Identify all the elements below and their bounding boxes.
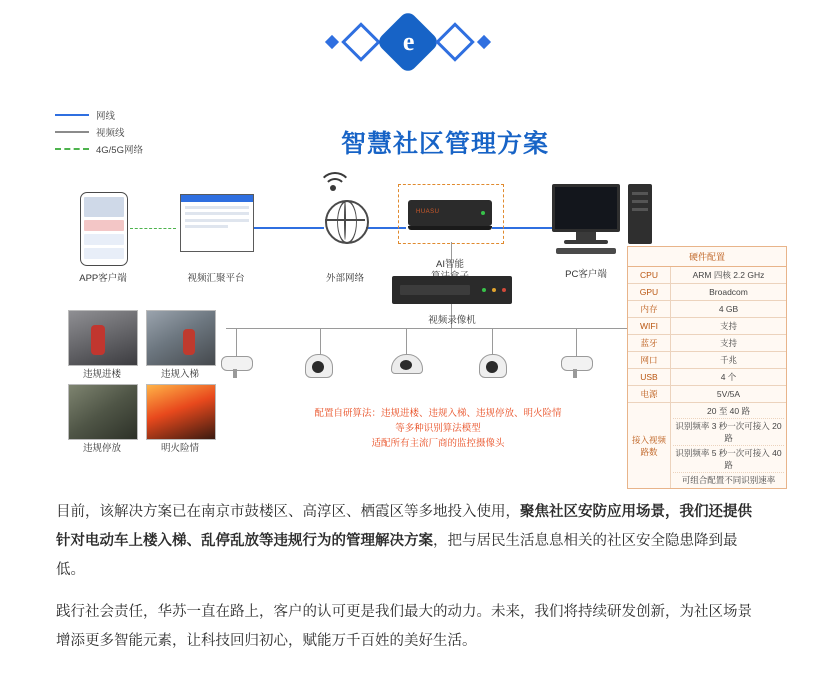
hw-value-channels-mixed: 可组合配置不同识别速率 (673, 472, 784, 486)
diagram-legend (55, 106, 143, 157)
logo-badge (375, 9, 440, 74)
legend-line-green-dashed-icon (55, 148, 89, 150)
decor-diamond-small-left (324, 35, 338, 49)
tower-slot-1 (632, 192, 648, 195)
legend-item-network-cable (55, 106, 143, 123)
legend-line-gray-icon (55, 131, 89, 133)
caption-fire-hazard: 明火险情 (160, 443, 199, 454)
photo-fire-hazard (146, 384, 216, 440)
paragraph-1-part-a: 目前，该解决方案已在南京市鼓楼区、高淳区、栖霞区等多地投入使用， (56, 504, 520, 520)
nvr-led-amber-icon (492, 288, 496, 292)
logo-letter: e (402, 26, 413, 56)
dome-lens-icon (400, 360, 412, 370)
ptz-lens-icon (312, 361, 324, 373)
table-row (628, 352, 786, 369)
algorithm-note (312, 406, 564, 451)
paragraph-1-part-c: ，把与居民生活息息相关的社区安全隐患降到最低。 (56, 533, 738, 578)
decor-diamond-outline-right (435, 22, 475, 62)
hw-key-wifi: WIFI (628, 318, 671, 334)
tower-slot-3 (632, 208, 648, 211)
table-row (628, 284, 786, 301)
photo-illegal-parking (68, 384, 138, 440)
hw-key-video-channels: 接入视频路数 (628, 403, 671, 488)
label-app-client: APP客户端 (79, 273, 127, 284)
bullet-camera-icon-2 (561, 356, 593, 371)
nvr-device (392, 276, 512, 304)
hw-value-power: 5V/5A (716, 389, 741, 399)
camera-dome-3 (391, 354, 423, 374)
caption-illegal-elevator: 违规入梯 (160, 369, 199, 380)
photo-illegal-entry (68, 310, 138, 366)
legend-item-video-cable (55, 123, 143, 140)
platform-header-bar (181, 195, 253, 202)
app-client-phone (80, 192, 128, 266)
platform-row-4 (185, 225, 228, 228)
label-pc-client: PC客户端 (565, 269, 607, 280)
ai-box-power-led-icon (481, 211, 485, 215)
table-row (628, 386, 786, 403)
nvr-led-green-icon (482, 288, 486, 292)
label-ai-box-line1: AI智能 (436, 259, 464, 270)
paragraph-2: 践行社会责任，华苏一直在路上，客户的认可更是我们最大的动力。未来，我们将持续研发创新，为社区场景增添更多智能元素，让科技回归初心，赋能万千百姓的美好生活。 (56, 604, 752, 649)
monitor-screen (555, 187, 617, 229)
hw-value-usb: 4 个 (720, 372, 737, 382)
camera-bullet-1 (221, 356, 253, 371)
legend-label-video-cable: 视频线 (96, 127, 125, 139)
hw-value-wifi: 支持 (719, 321, 737, 331)
camera-ptz-4 (479, 354, 507, 378)
photo-figure-icon-1 (91, 325, 105, 355)
hw-value-channels-rate-5s: 识别频率 5 秒一次可接入 40 路 (673, 445, 784, 471)
dome-camera-icon (391, 354, 423, 374)
ptz-lens-icon-2 (486, 361, 498, 373)
legend-line-blue-icon (55, 114, 89, 116)
table-row (628, 403, 786, 488)
connector-platform-to-network (254, 227, 324, 229)
ptz-camera-icon (305, 354, 333, 378)
solution-diagram (40, 88, 785, 485)
hw-value-video-channels (671, 403, 786, 488)
platform-row-2 (185, 212, 249, 215)
hw-key-memory: 内存 (628, 301, 671, 317)
globe-meridian-icon (337, 200, 357, 244)
phone-screen (84, 197, 124, 259)
diagram-title: 智慧社区管理方案 (340, 130, 549, 158)
pc-tower (628, 184, 652, 244)
decor-diamond-small-right (476, 35, 490, 49)
hw-value-memory: 4 GB (718, 304, 739, 314)
wifi-icon (318, 172, 352, 194)
caption-illegal-entry: 违规进楼 (82, 369, 121, 380)
ptz-camera-icon-2 (479, 354, 507, 378)
table-row (628, 301, 786, 318)
hw-key-bluetooth: 蓝牙 (628, 335, 671, 351)
hw-key-usb: USB (628, 369, 671, 385)
hw-key-gpu: GPU (628, 284, 671, 300)
connector-bus-to-cam-5 (576, 328, 577, 356)
monitor-stand (576, 232, 596, 240)
nvr-led-red-icon (502, 288, 506, 292)
hardware-table-title: 硬件配置 (628, 247, 786, 267)
pc-monitor (552, 184, 620, 232)
connector-phone-to-platform (130, 228, 176, 229)
platform-row-1 (185, 206, 249, 209)
hw-value-gpu: Broadcom (709, 287, 748, 297)
connector-nvr-bus (226, 328, 676, 329)
pc-keyboard (556, 248, 616, 254)
ai-box-brand-label: HUASU (416, 209, 440, 215)
photo-illegal-elevator (146, 310, 216, 366)
paragraph-1-highlight: 聚焦社区安防应用场景，我们还提供针对电动车上楼入梯、乱停乱放等违规行为的管理解决方案 (56, 504, 752, 549)
algorithm-note-line-1: 配置自研算法：违规进楼、违规入梯、违规停放、明火险情等多种识别算法模型 (314, 408, 562, 434)
phone-screen-thumb (84, 197, 124, 217)
phone-screen-row-1 (84, 234, 124, 245)
label-nvr: 视频录像机 (428, 315, 476, 326)
platform-row-3 (185, 219, 249, 222)
hw-value-cpu: ARM 四核 2.2 GHz (692, 270, 765, 280)
connector-bus-to-cam-4 (492, 328, 493, 356)
paragraph-1 (56, 498, 762, 585)
table-row (628, 318, 786, 335)
camera-bullet-5 (561, 356, 593, 371)
legend-label-network-cable: 网线 (96, 110, 116, 122)
table-row (628, 335, 786, 352)
phone-screen-row-2 (84, 248, 124, 259)
brand-logo (0, 14, 815, 70)
hw-key-power: 电源 (628, 386, 671, 402)
ai-algorithm-box (408, 200, 492, 226)
nvr-front-strip (400, 285, 470, 295)
phone-screen-alert-row (84, 220, 124, 231)
hw-value-channels-range: 20 至 40 路 (707, 406, 750, 416)
decor-diamond-outline-left (341, 22, 381, 62)
hw-key-cpu: CPU (628, 267, 671, 283)
algorithm-note-line-2: 适配所有主流厂商的监控摄像头 (371, 438, 505, 449)
monitor-base (564, 240, 608, 244)
table-row (628, 369, 786, 386)
hardware-spec-table (627, 246, 787, 489)
caption-illegal-parking: 违规停放 (82, 443, 121, 454)
table-row (628, 267, 786, 284)
legend-label-mobile-network: 4G/5G网络 (96, 144, 143, 156)
hw-key-ethernet: 网口 (628, 352, 671, 368)
legend-item-mobile-network (55, 140, 143, 157)
connector-bus-to-cam-2 (320, 328, 321, 356)
tower-slot-2 (632, 200, 648, 203)
label-video-platform: 视频汇聚平台 (187, 273, 245, 284)
video-platform-screen (180, 194, 254, 252)
hw-value-channels-rate-3s: 识别频率 3 秒一次可接入 20 路 (673, 418, 784, 444)
photo-figure-icon-2 (183, 329, 195, 355)
hw-value-bluetooth: 支持 (719, 338, 737, 348)
bullet-camera-icon (221, 356, 253, 371)
hw-value-ethernet: 千兆 (719, 355, 737, 365)
camera-ptz-2 (305, 354, 333, 378)
connector-bus-to-cam-1 (236, 328, 237, 356)
connector-bus-to-cam-3 (406, 328, 407, 356)
label-external-network: 外部网络 (325, 273, 364, 284)
